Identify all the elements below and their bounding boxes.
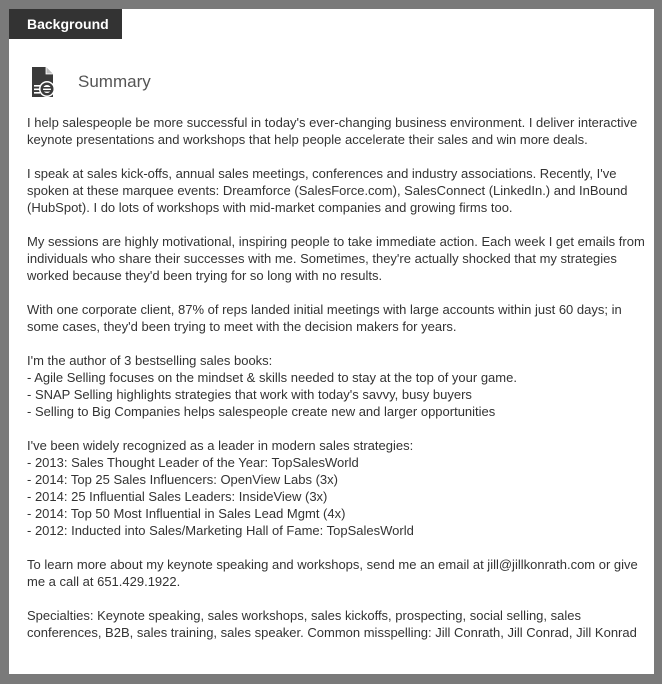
summary-paragraph-sessions: My sessions are highly motivational, inspiring people to take immediate action. Each week I get emails from individuals who share their successes with me. Sometimes, they're actually shocked that my strategies worked because they'd been trying for so long with no results. xyxy=(27,234,645,283)
summary-paragraph-specialties: Specialties: Keynote speaking, sales workshops, sales kickoffs, prospecting, social selling, sales conferences, B2B, sales training, sales speaker. Common misspelling: Jill Conrath, Jill Conrad, Jill Konrad xyxy=(27,608,637,640)
summary-title: Summary xyxy=(78,72,151,91)
summary-paragraph-contact: To learn more about my keynote speaking and workshops, send me an email at jill@jillkonrath.com or give me a call at 651.429.1922. xyxy=(27,557,638,589)
summary-header xyxy=(30,65,151,99)
summary-paragraph-intro: I help salespeople be more successful in today's ever-changing business environment. I deliver interactive keynote presentations and workshops that help people accelerate their sales and win more deals. xyxy=(27,115,638,147)
section-tab-background: Background xyxy=(9,9,122,39)
document-currency-icon xyxy=(30,66,56,98)
summary-paragraph-speaking: I speak at sales kick-offs, annual sales meetings, conferences and industry associations. Recently, I've spoken at these marquee events: Dreamforce (SalesForce.com), SalesConnect (LinkedIn.) and InBound (HubSpot). I do lots of workshops with mid-market companies and growing firms too. xyxy=(27,166,628,215)
summary-paragraph-awards: I've been widely recognized as a leader in modern sales strategies: - 2013: Sales Thought Leader of the Year: TopSalesWorld - 2014: Top 25 Sales Influencers: OpenView Labs (3x) - 2014: 25 Influential Sales Leaders: InsideView (3x) - 2014: Top 50 Most Influential in Sales Lead Mgmt (4x) - 2012: Inducted into Sales/Marketing Hall of Fame: TopSalesWorld xyxy=(27,438,414,538)
summary-body xyxy=(27,114,647,641)
summary-paragraph-results: With one corporate client, 87% of reps landed initial meetings with large accounts within just 60 days; in some cases, they'd been trying to meet with the decision makers for years. xyxy=(27,302,622,334)
summary-paragraph-books: I'm the author of 3 bestselling sales books: - Agile Selling focuses on the mindset & skills needed to stay at the top of your game. - SNAP Selling highlights strategies that work with today's savvy, busy buyers - Selling to Big Companies helps salespeople create new and larger opportunities xyxy=(27,353,517,419)
background-section xyxy=(9,9,654,674)
